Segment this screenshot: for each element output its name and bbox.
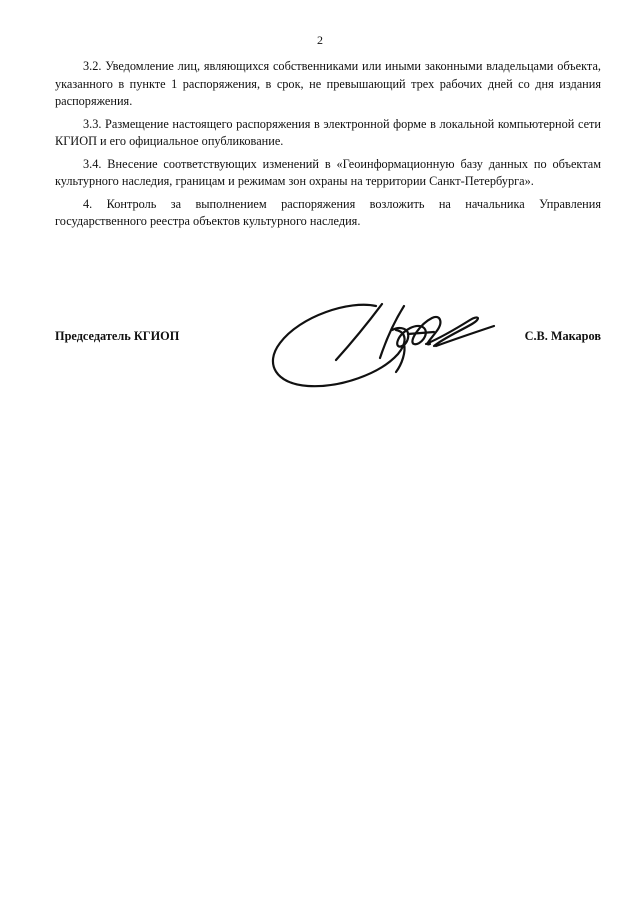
signatory-title: Председатель КГИОП — [55, 329, 180, 343]
page-number: 2 — [317, 33, 323, 47]
paragraph-3-2: 3.2. Уведомление лиц, являющихся собственниками или иными законными владельцами объекта, указанного в пункте 1 распоряжения, в срок, не превышающий трех рабочих дней со дня издания распоряжения. — [55, 59, 601, 108]
handwritten-signature-icon — [258, 288, 498, 398]
paragraph-4: 4. Контроль за выполнением распоряжения возложить на начальника Управления государственного реестра объектов культурного наследия. — [55, 196, 601, 228]
document-body — [55, 58, 601, 231]
signatory-name: С.В. Макаров — [524, 329, 601, 343]
paragraph-3-3: 3.3. Размещение настоящего распоряжения в электронной форме в локальной компьютерной сети КГИОП и его официальное опубликование. — [55, 116, 601, 148]
paragraph-3-4: 3.4. Внесение соответствующих изменений в «Геоинформационную базу данных по объектам культурного наследия, границам и режимам зон охраны на территории Санкт-Петербурга». — [55, 156, 601, 188]
